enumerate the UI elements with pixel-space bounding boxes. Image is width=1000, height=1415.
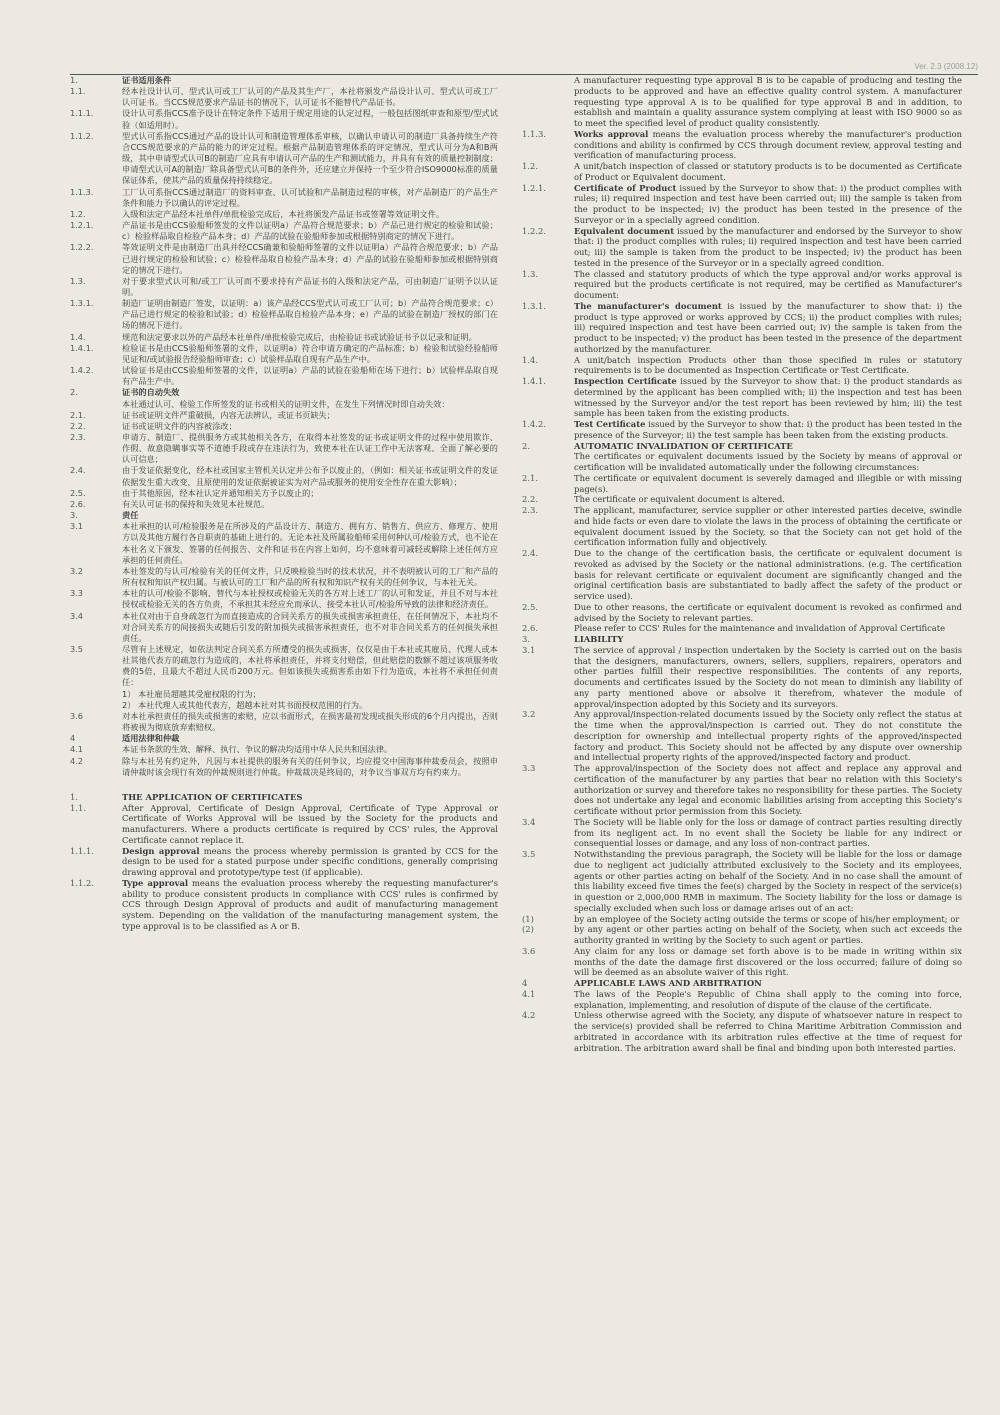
clause-text xyxy=(122,399,498,410)
clause-item xyxy=(70,131,498,187)
clause-number: 4.1 xyxy=(70,744,84,755)
clause-item xyxy=(522,914,962,925)
clause-text xyxy=(122,878,498,932)
clause-text xyxy=(574,914,962,925)
clause-number: 3.1 xyxy=(70,521,84,532)
clause-body: 证书的自动失效 xyxy=(122,387,180,398)
clause-body: 本社承担的认可/检验服务是在所涉及的产品设计方、制造方、拥有方、销售方、供应方、修理方、使用方以及其他方履行各自职责的基础上进行的。无论本社及所属验船师采用何种认可/检验方式，也不论在本社名义下颁发、签署的任何报告、文件和证书在内容上如何，均不意味着可减轻或解除上述任何方应承担的任何责任。 xyxy=(122,521,498,565)
clause-item xyxy=(522,602,962,624)
clause-item xyxy=(522,645,962,710)
clause-text xyxy=(122,387,498,398)
clause-number xyxy=(522,75,574,129)
clause-number: 2.1. xyxy=(522,472,538,483)
clause-number: 1.4.2. xyxy=(522,419,546,429)
clause-number: 1.1.2. xyxy=(70,130,94,141)
clause-number: 2.6. xyxy=(70,498,86,509)
clause-number: 1.2.2. xyxy=(70,242,94,253)
clause-body: 制造厂证明由制造厂签发，以证明：a）该产品经CCS型式认可或工厂认可；b）产品符合规范要求；c）产品已进行规定的检验和试验；d）检验样品取自检验产品本身；e）产品的试验在制造厂授权的部门在场的情况下进行。 xyxy=(122,298,498,331)
clause-item xyxy=(522,75,962,129)
clause-item xyxy=(522,473,962,495)
clause-body: The laws of the People's Republic of China shall apply to the coming into force, explanation, implementing, and resolution of dispute of the clause of the certificate. xyxy=(574,988,962,1010)
clause-text xyxy=(574,129,962,161)
defined-term: Test Certificate xyxy=(574,419,646,429)
clause-text xyxy=(574,355,962,377)
clause-text xyxy=(574,226,962,269)
clause-body: Any approval/inspection-related documents issued by the Society only reflect the status at the time when the approval/inspection is carried out. They do not constitute the description for ownership and intellectual property rights of the approved/inspected factory and product. This Society should not be affected by any dispute over ownership and intellectual property rights of the approved/inspected factory and product. xyxy=(574,709,962,763)
clause-body: 除与本社另有约定外，凡因与本社提供的服务有关的任何争议，均应提交中国海事仲裁委员会，按照申请仲裁时该会现行有效的仲裁规则进行仲裁。仲裁裁决是终局的，对争议当事双方均有约束力。 xyxy=(122,755,498,777)
clause-text xyxy=(574,269,962,301)
clause-number xyxy=(70,700,122,711)
clause-body: A manufacturer requesting type approval B is to be capable of producing and testing the products to be approved and have an effective quality control system. A manufacturer requesting type approval A is to be qualified for type approval B and in addition, to establish and maintain a quality assurance system complying at least with ISO 9000 so as to meet the specified level of product quality consistently. xyxy=(574,75,962,128)
clause-number: 2.3. xyxy=(522,505,538,515)
defined-term: Design approval xyxy=(122,845,200,856)
section-heading xyxy=(522,441,962,452)
clause-number: 1.3. xyxy=(70,275,86,286)
clause-number: 2.3. xyxy=(70,432,86,442)
clause-text xyxy=(122,803,498,846)
clause-body: 证书适用条件 xyxy=(122,75,172,85)
clause-body: means the evaluation process whereby the requesting manufacturer's ability to produce consistent products in compliance with CCS' rules is confirmed by CCS through Design Approval of products and audit of manufacturing management system. Depending on the validation of the manufacturing management system, the type approval is to be classified as A or B. xyxy=(122,877,499,931)
clause-text xyxy=(122,131,498,187)
clause-item xyxy=(522,1010,962,1053)
clause-body: The classed and statutory products of which the type approval and/or works approval is required but the products certificate is not required, may be certified as Manufacturer's document: xyxy=(574,268,962,300)
clause-body: 本社的认可/检验不影响、替代与本社授权或检验无关的各方对上述工厂的认可和发证，并且不对与本社授权或检验无关的各方负责，不承担其未经应允而承认、接受本社认可/检验所导致的法律和经济责任。 xyxy=(122,588,498,610)
clause-number: 1.1. xyxy=(70,802,86,813)
clause-number: 2.5. xyxy=(522,601,538,612)
clause-text xyxy=(122,276,498,298)
clause-body: 经本社设计认可、型式认可或工厂认可的产品及其生产厂，本社将颁发产品设计认可、型式认可或工厂认可证书。当CCS规范要求产品证书的情况下，认可证书不能替代产品证书。 xyxy=(122,86,498,108)
clause-body: 本社签发的与认可/检验有关的任何文件，只反映检验当时的技术状况，并不表明被认可的工厂和产品的所有权和知识产权归属。与被认可的工厂和产品的所有权和知识产权有关的任何争议，与本社无关。 xyxy=(122,565,498,588)
clause-text xyxy=(122,332,498,343)
clause-text xyxy=(122,588,498,610)
clause-number: 3.2 xyxy=(522,709,536,720)
clause-item xyxy=(522,548,962,602)
section-heading xyxy=(522,978,962,989)
clause-text xyxy=(574,763,962,817)
clause-body: After Approval, Certificate of Design Approval, Certificate of Type Approval or Certificate of Works Approval will be issued by the Society for the products and manufacturers. Where a products certificate is required by CCS' rules, the Approval Certificate cannot replace it. xyxy=(122,802,498,845)
clause-text xyxy=(574,441,962,452)
section-heading xyxy=(522,634,962,645)
clause-item xyxy=(522,376,962,419)
section-heading xyxy=(70,510,498,521)
clause-text xyxy=(122,432,498,465)
clause-text xyxy=(122,792,498,803)
clause-text xyxy=(122,465,498,487)
clause-item xyxy=(70,689,498,700)
clause-item xyxy=(522,494,962,505)
clause-text xyxy=(574,849,962,914)
clause-number: 2. xyxy=(522,440,530,451)
clause-body: 本证书条款的生效、解释、执行、争议的解决均适用中华人民共和国法律。 xyxy=(122,744,393,755)
clause-number: 2.4. xyxy=(70,465,86,476)
clause-body: by any agent or other parties acting on behalf of the Society, when such act exceeds the authority granted in writing by the Society to such agent or parties. xyxy=(574,924,962,945)
clause-item xyxy=(70,108,498,130)
clause-text xyxy=(122,410,498,421)
clause-item xyxy=(522,946,962,978)
chinese-clauses xyxy=(70,75,498,778)
clause-item xyxy=(522,763,962,817)
clause-item xyxy=(70,846,498,878)
clause-body: 证书或证明文件严重破损，内容无法辨认，或证书页缺失； xyxy=(122,409,335,420)
clause-number: 2.4. xyxy=(522,548,538,558)
clause-text xyxy=(122,242,498,275)
clause-number: 1.2. xyxy=(70,208,86,219)
clause-body: 1） 本社雇员超越其受雇权限的行为； xyxy=(122,688,261,699)
clause-item xyxy=(70,242,498,275)
clause-number: 1.1.3. xyxy=(522,128,546,139)
defined-term: The manufacturer's document xyxy=(574,300,722,311)
clause-number: 1.1.3. xyxy=(70,186,94,197)
clause-number: 1.3.1. xyxy=(522,300,546,311)
clause-item xyxy=(70,611,498,644)
clause-number: 3.6 xyxy=(522,945,536,956)
clause-text xyxy=(574,473,962,495)
clause-body: 产品证书是由CCS验船师签发的文件以证明a）产品符合规范要求；b）产品已进行规定的检验和试验；c）检验样品取自检验产品本身；d）产品的试验在验船师参加或根据特别商定的情况下进行。 xyxy=(122,220,498,242)
clause-body: 本社通过认可、检验工作所签发的证书或相关的证明文件，在发生下列情况时即自动失效： xyxy=(122,398,450,409)
clause-text xyxy=(574,709,962,763)
clause-text xyxy=(122,75,498,86)
clause-number: 2.6. xyxy=(522,623,538,634)
clause-number: 1.4. xyxy=(70,331,86,342)
clause-item xyxy=(70,566,498,588)
clause-text xyxy=(122,611,498,644)
clause-text xyxy=(122,298,498,331)
clause-body: issued by the Surveyor to show that: i) the product has been tested in the presence of the Surveyor; ii) the test sample has been taken from the existing products. xyxy=(574,419,962,440)
clause-text xyxy=(574,183,962,226)
clause-number: 3.6 xyxy=(70,710,84,721)
clause-body: Due to the change of the certification basis, the certificate or equivalent document is revoked as advised by the Society or the national administrations. (e.g. The certification basis for relevant certificate or equivalent document are significantly changed and the original certification basis are substantiated to badly affect the safety of the product or service used). xyxy=(574,548,962,601)
clause-item xyxy=(70,421,498,432)
clause-item xyxy=(70,220,498,242)
version-label: Ver. 2.3 (2008.12) xyxy=(914,62,978,71)
defined-term: Equivalent document xyxy=(574,225,675,236)
clause-body: 检验证书是由CCS验船师签署的文件，以证明a）符合申请方确定的产品标准；b）检验和试验经验船师见证和/或试验报告经验船师审查；c）试验样品取自现有产品生产中。 xyxy=(122,342,498,364)
left-column xyxy=(70,75,498,932)
clause-text xyxy=(574,989,962,1011)
clause-item xyxy=(70,432,498,465)
clause-number: (2) xyxy=(522,924,534,935)
clause-text xyxy=(122,187,498,209)
clause-text xyxy=(574,494,962,505)
clause-number: 4.2 xyxy=(70,755,84,766)
clause-number: 2.2. xyxy=(522,494,538,505)
clause-text xyxy=(574,1010,962,1053)
clause-item xyxy=(522,161,962,183)
clause-text xyxy=(122,499,498,510)
clause-body: 入级和法定产品经本社单件/单批检验完成后，本社将颁发产品证书或签署等效证明文件。 xyxy=(122,208,445,219)
clause-body: The certificate or equivalent document is severely damaged and illegible or with missing page(s). xyxy=(574,472,962,494)
clause-number: 1.1. xyxy=(70,86,86,97)
section-heading xyxy=(70,733,498,744)
clause-item xyxy=(522,505,962,548)
clause-body: 2） 本社代理人或其他代表方，超越本社对其书面授权范围的行为。 xyxy=(122,699,368,710)
clause-item xyxy=(70,209,498,220)
clause-body: Due to other reasons, the certificate or equivalent document is revoked as confirmed and advised by the Society to relevant parties. xyxy=(574,601,962,623)
english-clauses-part1 xyxy=(70,792,498,932)
clause-text xyxy=(122,421,498,432)
clause-number: 4.1 xyxy=(522,988,536,999)
clause-number: (1) xyxy=(522,913,534,924)
clause-number: 3.3 xyxy=(522,763,536,773)
defined-term: Inspection Certificate xyxy=(574,376,677,386)
clause-item xyxy=(522,623,962,634)
clause-text xyxy=(122,488,498,499)
clause-item xyxy=(522,924,962,946)
clause-text xyxy=(122,510,498,521)
clause-item xyxy=(70,365,498,387)
clause-text xyxy=(122,343,498,365)
section-heading xyxy=(70,792,498,803)
clause-item xyxy=(70,332,498,343)
clause-body: is issued by the manufacturer to show that: i) the product is type approved or works approved by CCS; ii) the product complies with rules; iii) required inspection and test have been carried out; iv) the sample is taken from the product to be inspected; v) the product has been tested in the presence of the department authorized by the manufacturer. xyxy=(574,300,962,354)
english-clauses-part2 xyxy=(522,75,962,1053)
clause-body: THE APPLICATION OF CERTIFICATES xyxy=(122,791,303,802)
clause-item xyxy=(70,187,498,209)
clause-text xyxy=(574,817,962,849)
clause-body: AUTOMATIC INVALIDATION OF CERTIFICATE xyxy=(574,440,793,451)
clause-item xyxy=(522,849,962,914)
clause-number: 3.4 xyxy=(522,816,536,827)
defined-term: Type approval xyxy=(122,877,189,888)
clause-text xyxy=(122,108,498,130)
clause-number: 3.4 xyxy=(70,610,84,621)
clause-item xyxy=(70,744,498,755)
clause-body: by an employee of the Society acting outside the terms or scope of his/her employment; or xyxy=(574,913,960,924)
clause-body: 试验证书是由CCS验船师签署的文件，以证明a）产品的试验在验船师在场下进行；b）试验样品取自现有产品生产中。 xyxy=(122,365,498,387)
clause-text xyxy=(122,365,498,387)
clause-number: 1.2.2. xyxy=(522,225,546,236)
clause-number: 1.4.1. xyxy=(522,376,546,386)
clause-body: 证书或证明文件的内容被涂改； xyxy=(122,420,237,431)
clause-text xyxy=(574,634,962,645)
clause-body: The certificates or equivalent documents issued by the Society by means of approval or certification will be invalidated automatically under the following circumstances: xyxy=(574,451,962,472)
clause-number: 1.1.2. xyxy=(70,877,94,888)
clause-text xyxy=(574,978,962,989)
clause-item xyxy=(70,588,498,610)
clause-body: A unit/batch inspection of classed or statutory products is to be documented as Certificate of Product or Equivalent document. xyxy=(574,161,962,182)
clause-item xyxy=(70,700,498,711)
clause-item xyxy=(70,521,498,566)
clause-body: 申请方、制造厂、提供服务方或其他相关各方，在取得本社签发的证书或证明文件的过程中使用欺诈、作假、故意隐瞒事实等不道德手段或存在违法行为，致使本社在认证工作中无法客观、全面了解必要的认可信息； xyxy=(122,432,498,465)
clause-item xyxy=(522,817,962,849)
clause-body: 由于其他原因，经本社认定并通知相关方予以废止的； xyxy=(122,487,319,498)
clause-number: 1.1.1. xyxy=(70,108,94,119)
clause-text xyxy=(122,756,498,778)
clause-text xyxy=(574,376,962,419)
clause-number: 1.2. xyxy=(522,161,538,171)
clause-item xyxy=(70,756,498,778)
clause-text xyxy=(122,744,498,755)
clause-body: 有关认可证书的保持和失效见本社规范。 xyxy=(122,498,270,509)
clause-number: 1.3. xyxy=(522,268,538,279)
clause-item xyxy=(70,410,498,421)
clause-number: 4 xyxy=(70,733,76,744)
clause-item xyxy=(522,269,962,301)
clause-item xyxy=(522,183,962,226)
clause-item xyxy=(522,129,962,161)
clause-body: 适用法律和仲裁 xyxy=(122,733,180,744)
clause-item xyxy=(522,301,962,355)
clause-text xyxy=(122,700,498,711)
clause-item xyxy=(70,465,498,487)
right-column xyxy=(522,75,962,1053)
clause-number: 2.5. xyxy=(70,487,86,498)
clause-item xyxy=(70,86,498,108)
clause-item xyxy=(522,709,962,763)
clause-number: 1. xyxy=(70,791,78,802)
clause-text xyxy=(122,644,498,689)
clause-number xyxy=(70,399,122,410)
clause-text xyxy=(122,220,498,242)
clause-body: Unless otherwise agreed with the Society, any dispute of whatsoever nature in respect to the service(s) provided shall be referred to China Maritime Arbitration Commission and arbitrated in accordance with its arbitration rules effective at the time of request for arbitration. The arbitration award shall be final and binding upon both interested parties. xyxy=(574,1010,962,1053)
section-heading xyxy=(70,387,498,398)
clause-body: Please refer to CCS' Rules for the maintenance and invalidation of Approval Certificate xyxy=(574,623,946,634)
clause-body: The approval/inspection of the Society does not affect and replace any approval and certification of the manufacturer by any parties that bear no relation with this Society's authorization or survey and therefore takes no responsibility for these parties. The Society does not undertake any legal and economic liabilities arising from accepting this Society's certificate without prior permission from this Society. xyxy=(574,763,962,816)
clause-item xyxy=(522,226,962,269)
clause-item xyxy=(70,803,498,846)
clause-number: 1.4. xyxy=(522,354,538,365)
clause-text xyxy=(122,209,498,220)
clause-item xyxy=(70,644,498,689)
clause-item xyxy=(522,419,962,441)
clause-item xyxy=(70,276,498,298)
clause-number: 3. xyxy=(70,510,78,521)
clause-text xyxy=(574,451,962,473)
clause-number: 3.5 xyxy=(522,849,536,859)
section-heading xyxy=(70,75,498,86)
clause-text xyxy=(574,505,962,548)
clause-number: 3.2 xyxy=(70,565,84,576)
clause-body: LIABILITY xyxy=(574,634,624,644)
clause-text xyxy=(574,75,962,129)
clause-body: 本社仅对由于自身疏忽行为而直接造成的合同关系方的损失或损害承担责任，在任何情况下，本社均不对合同关系方的间接损失或随后引发的附加损失或损害承担责任，也不对非合同关系方的任何损失承担责任。 xyxy=(122,610,498,643)
clause-text xyxy=(122,86,498,108)
clause-body: 等效证明文件是由制造厂出具并经CCS确兼和验船师签署的文件以证明a）产品符合规范要求；b）产品已进行规定的检验和试验；c）检验样品取自检验产品本身；d）产品的试验在验船师参加或根据特别商定的情况下进行。 xyxy=(122,242,498,275)
clause-number: 2. xyxy=(70,387,78,398)
clause-text xyxy=(122,521,498,566)
clause-number: 1.2.1. xyxy=(522,182,546,193)
clause-number: 1.2.1. xyxy=(70,220,94,231)
clause-item xyxy=(70,399,498,410)
clause-text xyxy=(574,301,962,355)
clause-body: APPLICABLE LAWS AND ARBITRATION xyxy=(574,978,762,988)
clause-body: The service of approval / inspection undertaken by the Society is carried out on the basis that the designers, manufacturers, owners, sellers, suppliers, repairers, operators and other parties fulfill their respective responsibilities. The contents of any reports, documents and certificates issued by the Society do not mean to diminish any liability of any party mentioned above or absolve it therefrom, whatever the module of approval/inspection adopted by this Society and its surveyors. xyxy=(574,644,962,709)
clause-body: The certificate or equivalent document is altered. xyxy=(574,494,785,505)
clause-body: 责任 xyxy=(122,510,139,521)
clause-item xyxy=(70,343,498,365)
clause-number: 1.3.1. xyxy=(70,298,94,309)
clause-number: 2.2. xyxy=(70,420,86,431)
clause-body: The applicant, manufacturer, service supplier or other interested parties deceive, swindle and hide facts or even dare to violate the laws in the process of obtaining the certificate or equivalent document issued by the Society, so that the Society can not get hold of the certification information fully and objectively. xyxy=(574,505,962,548)
clause-number: 1. xyxy=(70,75,78,85)
clause-item xyxy=(522,451,962,473)
clause-body: Notwithstanding the previous paragraph, the Society will be liable for the loss or damage due to negligent act judicially attributed exclusively to the Society and its employees, agents or other parties acting on behalf of the Society. And in no case shall the amount of this liability exceed five times the fee(s) charged by the Society in respect of the service(s) in question or 2,000,000 RMB in maximum. The Society liability for the loss or damage is specially excluded when such loss or damage arises out of an act: xyxy=(574,849,962,913)
clause-item xyxy=(70,711,498,733)
clause-body: 型式认可系指CCS通过产品的设计认可和制造管理体系审核，以确认申请认可的制造厂具备持续生产符合CCS规范要求的产品的能力的评定过程。根据产品制造管理体系的评定情况，型式认可分为A和B两级，其中申请型式认可B的制造厂应具有申请认可产品的生产和测试能力，并具有有效的质量控制制度；申请型式认可A的制造厂除具备型式认可B的条件外，还应建立并保持一个至少符合ISO9000标准的质量保证体系，使其产品的质量保持持续稳定。 xyxy=(122,130,498,186)
clause-body: 设计认可系指CCS准予设计在特定条件下适用于规定用途的认定过程，一般包括图纸审查和原型/型式试验（如适用时）。 xyxy=(122,108,498,130)
clause-body: means the evaluation process whereby the manufacturer's production conditions and ability is confirmed by CCS through document review, approval testing and verification of manufacturing process. xyxy=(574,128,963,161)
clause-body: The Society will be liable only for the loss or damage of contract parties resulting directly from its negligent act. In no event shall the Society be liable for any indirect or consequential losses or damage, and any loss of non-contract parties. xyxy=(574,816,962,849)
clause-number: 2.1. xyxy=(70,409,86,420)
clause-text xyxy=(122,733,498,744)
clause-number xyxy=(522,451,574,473)
clause-body: issued by the Surveyor to show that: i) the product complies with rules; ii) required inspection and test have been carried out; iii) the sample is taken from the product to be inspected; iv) the product has been tested in the presence of the Surveyor or in a specially agreed condition. xyxy=(574,182,962,225)
clause-body: means the process whereby permission is granted by CCS for the design to be used for a stated purpose under specific conditions, generally comprising drawing approval and prototype/type test (if applicable). xyxy=(122,845,498,878)
clause-item xyxy=(522,355,962,377)
clause-text xyxy=(574,419,962,441)
clause-number: 1.4.1. xyxy=(70,342,94,353)
clause-body: A unit/batch inspection Products other than those specified in rules or statutory requirements is to be documented as Inspection Certificate or Test Certificate. xyxy=(574,354,962,376)
clause-number: 1.1.1. xyxy=(70,845,94,856)
clause-body: issued by the Surveyor to show that: i) the product standards as determined by the applicant has been complied with; ii) the inspection and test has been witnessed by the Surveyor and/or the test report has been reviewed by him; iii) the test sample has been taken from the existing products. xyxy=(574,376,963,419)
clause-number: 4.2 xyxy=(522,1010,536,1021)
clause-number: 3. xyxy=(522,634,530,644)
clause-body: 工厂认可系指CCS通过制造厂的资料审查、认可试验和产品制造过程的审核，对产品制造厂的产品生产条件和能力予以确认的评定过程。 xyxy=(122,186,498,208)
clause-body: 尽管有上述规定，如依法判定合同关系方所遭受的损失或损害，仅仅是由于本社或其雇员、代理人或本社其他代表方的疏忽行为造成的，本社将承担责任，并将支付赔偿，但此赔偿的数额不超过该项服务收费的5倍，且最大不超过人民币200万元。但如该损失或损害系由如下行为造成，本社将不承担任何责任： xyxy=(122,643,498,688)
clause-text xyxy=(122,566,498,588)
clause-text xyxy=(574,623,962,634)
clause-body: 由于发证依据变化，经本社或国家主管机关认定并公布予以废止的，（例如：相关证书或证明文件的发证依据发生重大改变，且原使用的发证依据被证实为对产品或服务的使用安全性存在重大影响）； xyxy=(122,465,498,487)
clause-body: Any claim for any loss or damage set forth above is to be made in writing within six months of the date the damage first discovered or the loss occurred; failure of doing so will be deemed as an absolute waiver of this right. xyxy=(574,945,962,978)
clause-text xyxy=(574,548,962,602)
clause-body: 对本社承担责任的损失或损害的索赔，应以书面形式，在损害最初发现或损失形成的6个月内提出，否则将被视为彻底放弃索赔权。 xyxy=(122,710,498,733)
clause-body: 对于要求型式认可和/或工厂认可而不要求持有产品证书的入级和法定产品，可由制造厂证明予以认证明。 xyxy=(122,275,498,297)
clause-number: 3.3 xyxy=(70,588,84,599)
clause-text xyxy=(122,846,498,878)
clause-number: 4 xyxy=(522,978,528,988)
clause-text xyxy=(122,711,498,733)
clause-item xyxy=(70,499,498,510)
clause-text xyxy=(574,602,962,624)
clause-text xyxy=(574,924,962,946)
defined-term: Works approval xyxy=(574,128,649,139)
clause-text xyxy=(574,946,962,978)
clause-item xyxy=(522,989,962,1011)
clause-number: 1.4.2. xyxy=(70,365,94,376)
clause-text xyxy=(122,689,498,700)
clause-number: 3.1 xyxy=(522,644,536,655)
clause-body: 规范和法定要求以外的产品经本社单件/单批检验完成后，由检验证书或试验证书予以记录和证明。 xyxy=(122,331,477,342)
clause-item xyxy=(70,488,498,499)
defined-term: Certificate of Product xyxy=(574,182,677,193)
clause-number: 3.5 xyxy=(70,643,84,654)
clause-text xyxy=(574,645,962,710)
clause-text xyxy=(574,161,962,183)
clause-item xyxy=(70,878,498,932)
clause-body: issued by the manufacturer and endorsed by the Surveyor to show that: i) the product complies with rules; ii) required inspection and test have been carried out; iii) the sample is taken from the product to be inspected; iv) the product has been tested in the presence of the Surveyor or in a specially agreed condition. xyxy=(574,225,962,268)
clause-item xyxy=(70,298,498,331)
clause-number xyxy=(70,689,122,700)
